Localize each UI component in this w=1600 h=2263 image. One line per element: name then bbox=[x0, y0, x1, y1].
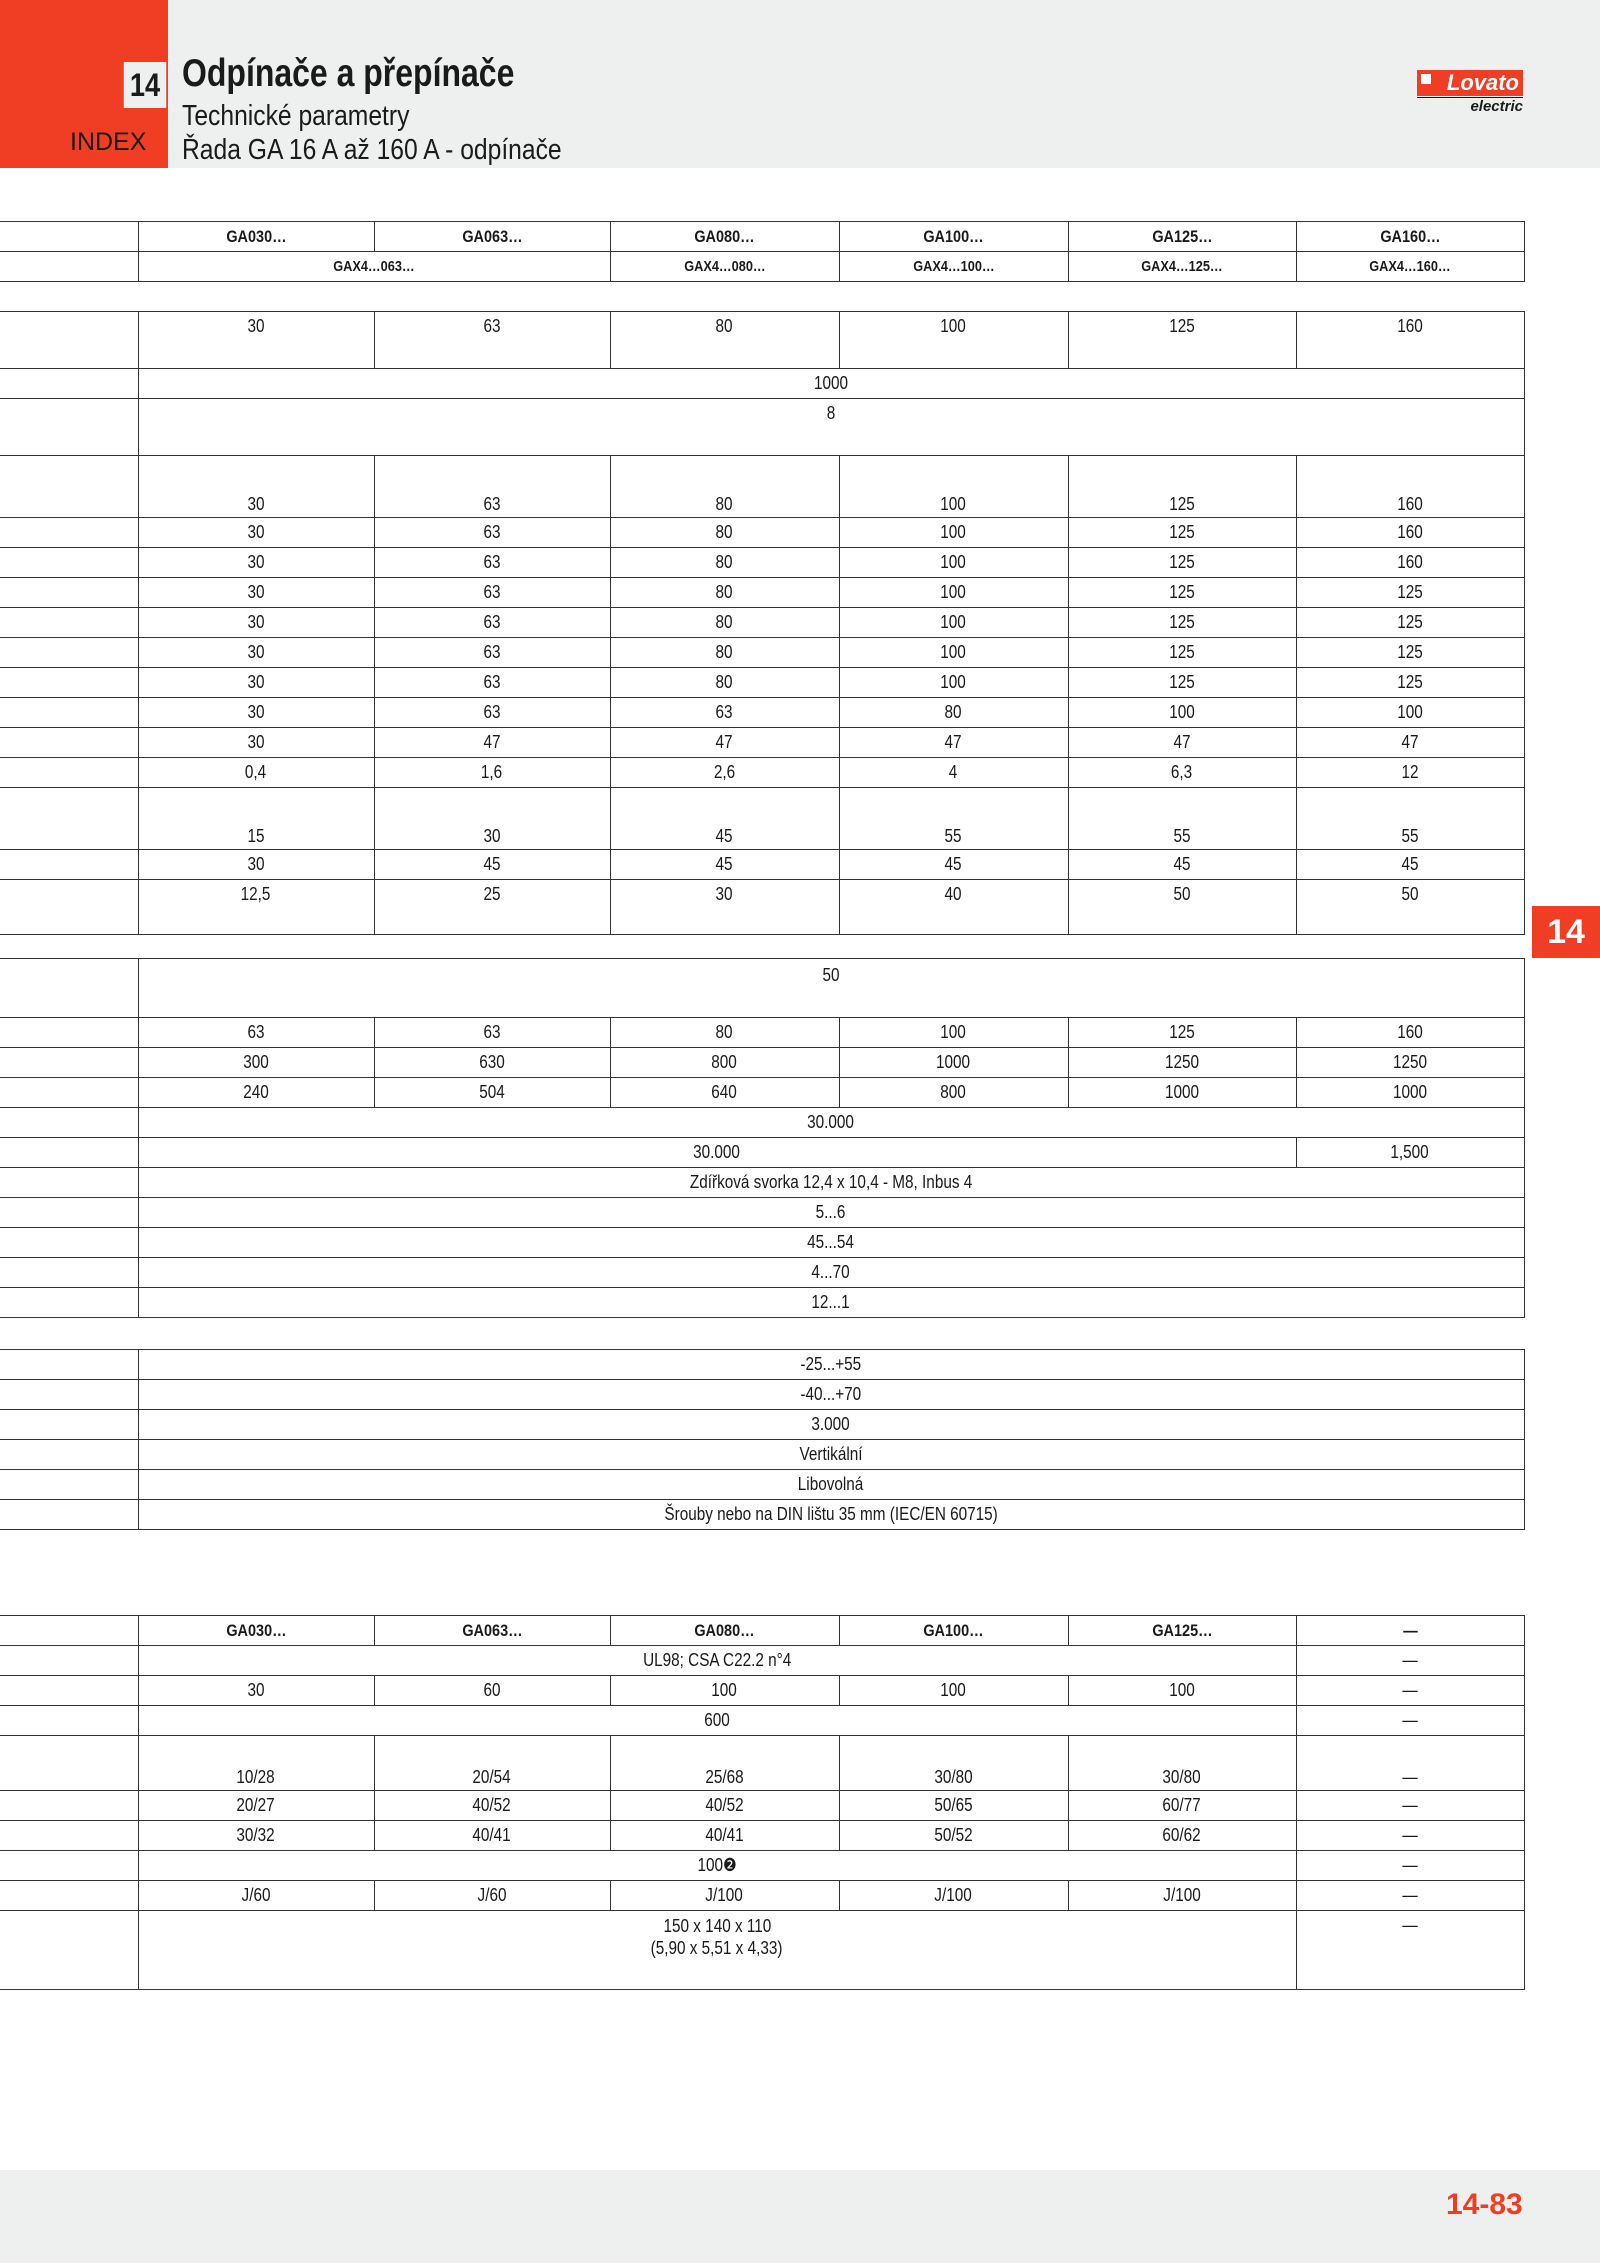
model-header: GA125… bbox=[1068, 1616, 1296, 1646]
model-header: GA100… bbox=[839, 222, 1068, 252]
logo-tagline: electric bbox=[1417, 97, 1523, 115]
table-row: 30 63 80 100 125 160 bbox=[0, 548, 1524, 578]
page-subtitle: Technické parametry bbox=[182, 100, 410, 132]
table-row: -25...+55 bbox=[0, 1350, 1524, 1380]
chapter-side-tab[interactable]: 14 bbox=[1532, 906, 1600, 958]
table-row: 30 47 47 47 47 47 bbox=[0, 728, 1524, 758]
table-row: 30 63 80 100 125 160 bbox=[0, 312, 1524, 369]
spec-table-main bbox=[0, 221, 1525, 282]
accessory-header: GAX4…100… bbox=[839, 252, 1068, 282]
model-header: GA030… bbox=[138, 222, 374, 252]
model-header: GA030… bbox=[138, 1616, 374, 1646]
table-row: 8 bbox=[0, 399, 1524, 456]
spec-table-ratings bbox=[0, 311, 1525, 935]
table-row: Vertikální bbox=[0, 1440, 1524, 1470]
table-row: 30 63 80 100 125 125 bbox=[0, 578, 1524, 608]
table-row: 12...1 bbox=[0, 1288, 1524, 1318]
page-number: 14-83 bbox=[1446, 2188, 1523, 2221]
table-row: 30 63 80 100 125 125 bbox=[0, 608, 1524, 638]
table-row: 30 63 80 100 125 160 bbox=[0, 518, 1524, 548]
page-subtitle-series: Řada GA 16 A až 160 A - odpínače bbox=[182, 134, 562, 166]
accessory-header: GAX4…063… bbox=[138, 252, 610, 282]
table-row: 50 bbox=[0, 959, 1524, 1018]
model-header: GA063… bbox=[374, 1616, 610, 1646]
logo-mark-icon bbox=[1421, 74, 1431, 84]
table-row: 150 x 140 x 110 (5,90 x 5,51 x 4,33) — bbox=[0, 1911, 1524, 1990]
table-row: 20/27 40/52 40/52 50/65 60/77 — bbox=[0, 1791, 1524, 1821]
model-header: GA125… bbox=[1068, 222, 1296, 252]
spec-table-electrical bbox=[0, 958, 1525, 1318]
model-header: GA080… bbox=[610, 222, 839, 252]
lovato-logo bbox=[1417, 70, 1523, 114]
model-header: GA160… bbox=[1296, 222, 1524, 252]
table-row: 5...6 bbox=[0, 1198, 1524, 1228]
table-row: 100❷ — bbox=[0, 1851, 1524, 1881]
table-row: 30.000 1,500 bbox=[0, 1138, 1524, 1168]
table-row: 45...54 bbox=[0, 1228, 1524, 1258]
table-row bbox=[0, 1616, 1524, 1646]
table-row: 30.000 bbox=[0, 1108, 1524, 1138]
table-row: 12,5 25 30 40 50 50 bbox=[0, 880, 1524, 935]
table-row: 30 45 45 45 45 45 bbox=[0, 850, 1524, 880]
table-row: 30 63 80 100 125 125 bbox=[0, 668, 1524, 698]
index-link[interactable]: INDEX bbox=[70, 128, 147, 156]
table-row: 30 63 63 80 100 100 bbox=[0, 698, 1524, 728]
table-row: 4...70 bbox=[0, 1258, 1524, 1288]
table-row: 3.000 bbox=[0, 1410, 1524, 1440]
spec-table-environment bbox=[0, 1349, 1525, 1530]
accessory-header: GAX4…080… bbox=[610, 252, 839, 282]
table-row: Zdířková svorka 12,4 x 10,4 - M8, Inbus 4 bbox=[0, 1168, 1524, 1198]
model-header: GA063… bbox=[374, 222, 610, 252]
table-row bbox=[0, 252, 1524, 282]
table-row: 30 63 80 100 125 160 bbox=[0, 456, 1524, 518]
table-row: Libovolná bbox=[0, 1470, 1524, 1500]
page-title: Odpínače a přepínače bbox=[182, 52, 515, 95]
accessory-header: GAX4…125… bbox=[1068, 252, 1296, 282]
model-header: — bbox=[1296, 1616, 1524, 1646]
model-header: GA100… bbox=[839, 1616, 1068, 1646]
table-row: 10/28 20/54 25/68 30/80 30/80 — bbox=[0, 1736, 1524, 1791]
table-row: 30 60 100 100 100 — bbox=[0, 1676, 1524, 1706]
table-row: 1000 bbox=[0, 369, 1524, 399]
table-row: 63 63 80 100 125 160 bbox=[0, 1018, 1524, 1048]
table-row: 300 630 800 1000 1250 1250 bbox=[0, 1048, 1524, 1078]
table-row: 240 504 640 800 1000 1000 bbox=[0, 1078, 1524, 1108]
model-header: GA080… bbox=[610, 1616, 839, 1646]
table-row: Šrouby nebo na DIN lištu 35 mm (IEC/EN 60715) bbox=[0, 1500, 1524, 1530]
table-row: UL98; CSA C22.2 n°4 — bbox=[0, 1646, 1524, 1676]
footer-band bbox=[0, 2170, 1600, 2263]
logo-wordmark: Lovato bbox=[1417, 70, 1523, 96]
table-row: 0,4 1,6 2,6 4 6,3 12 bbox=[0, 758, 1524, 788]
table-row: -40...+70 bbox=[0, 1380, 1524, 1410]
chapter-number: 14 bbox=[124, 62, 167, 108]
table-row: 30/32 40/41 40/41 50/52 60/62 — bbox=[0, 1821, 1524, 1851]
table-row: J/60 J/60 J/100 J/100 J/100 — bbox=[0, 1881, 1524, 1911]
table-row: 30 63 80 100 125 125 bbox=[0, 638, 1524, 668]
accessory-header: GAX4…160… bbox=[1296, 252, 1524, 282]
table-row bbox=[0, 222, 1524, 252]
table-row: 600 — bbox=[0, 1706, 1524, 1736]
table-row: 15 30 45 55 55 55 bbox=[0, 788, 1524, 850]
spec-table-ul bbox=[0, 1615, 1525, 1990]
